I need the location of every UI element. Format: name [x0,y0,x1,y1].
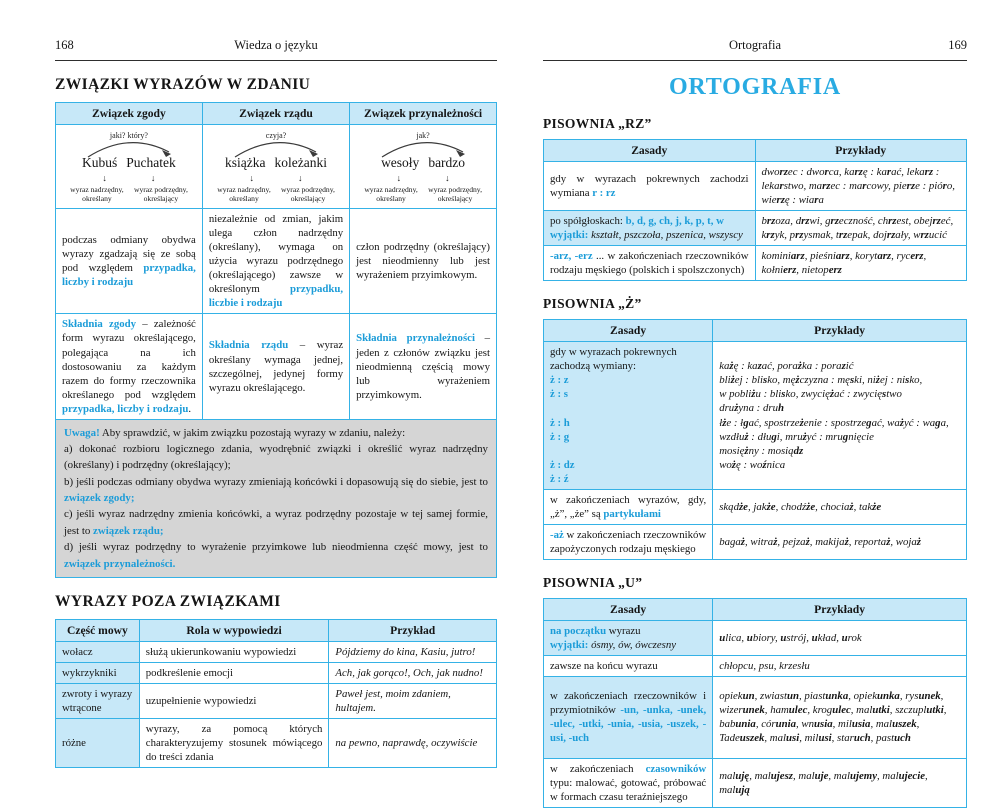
table-row [544,246,967,281]
heading-pisownia-z: PISOWNIA „Ż” [543,296,642,312]
table-row-skladnia [56,314,497,419]
word-subordinate: bardzo [428,155,466,171]
page-header-right [543,0,967,61]
table-header-row [56,619,497,641]
table-row [56,684,497,719]
running-title: Ortografia [728,38,782,52]
przyklady-cell: skądże, jakże, chodźże, chociaż, także [713,489,967,524]
czesc-mowy-cell: zwroty i wyrazy wtrącone [56,684,140,719]
diagram-cell-przynaleznosci [350,125,497,209]
zasady-cell: w zakończeniach czasowników typu: malować, gotować, próbować w formach czasu teraźniejszego [544,758,713,807]
przyklady-cell: każę : kazać, porażka : porazić bliżej : blisko, mężczyzna : męski, niżej : nisko, w pobliżu : blisko, zwyciężać : zwycięstwo drużyna : druh łże : łgać, spostrzeżenie : spostrzegać, ważyć : waga, wzdłuż : długi, mrużyć : mrugnięcie mosiężny : mosiądz wożę : woźnica [713,342,967,489]
zasady-cell: po spółgłoskach: b, d, g, ch, j, k, p, t, w wyjątki: kształt, pszczoła, pszenica, wszyscy [544,211,756,246]
table-row [544,489,967,524]
przyklady-cell: opiekun, zwiastun, piastunka, opiekunka, rysunek, wizerunek, hamulec, krogulec, malutki, szczuplutki, babunia, córunia, wnusia, milusia, maluszek, Tadeuszek, malusi, milusi, staruch, pastuch [713,676,967,758]
down-arrow-icon: ↓ [102,173,107,183]
przyklady-cell: dworzec : dworca, karzę : karać, lekarz : lekarstwo, marzec : marcowy, pierze : pióro, wierzę : wiara [755,162,967,211]
table-row-odmiana [56,209,497,314]
table-header-row [544,320,967,342]
table-row-uwaga [56,419,497,577]
przyklad-cell: Pójdziemy do kina, Kasiu, jutro! [329,641,497,662]
u-table [543,598,967,808]
column-header: Część mowy [56,619,140,641]
word-relation-diagram [58,131,200,203]
column-header: Zasady [544,598,713,620]
czesc-mowy-cell: wołacz [56,641,140,662]
zasady-cell: gdy w wyrazach pokrewnych zachodzi wymiana r : rz [544,162,756,211]
table-row [56,641,497,662]
word-relation-diagram [205,131,347,203]
przyklady-cell: chłopcu, psu, krzesłu [713,655,967,676]
word-pair [352,154,494,172]
page-right [543,0,967,808]
column-header: Przykład [329,619,497,641]
table-row [544,655,967,676]
table-row [56,662,497,683]
word-superordinate: wesoły [381,155,420,171]
czesc-mowy-cell: różne [56,719,140,768]
table-header-row [544,598,967,620]
zasady-cell: na początku wyrazu wyjątki: ósmy, ów, ówczesny [544,620,713,655]
table-row [544,162,967,211]
question-label: jaki? który? [109,131,148,141]
diagram-cell-zgody [56,125,203,209]
przyklady-cell: kominiarz, pieśniarz, korytarz, rycerz, kołnierz, nietoperz [755,246,967,281]
przyklad-cell: na pewno, naprawdę, oczywiście [329,719,497,768]
przyklad-cell: Paweł jest, moim zdaniem, hultajem. [329,684,497,719]
word-superordinate: książka [225,155,266,171]
down-arrow-icon: ↓ [445,173,450,183]
column-header: Zasady [544,140,756,162]
down-arrow-icon: ↓ [150,173,156,183]
diagram-label: wyraz podrzędny, określający [281,185,335,204]
table-row [56,719,497,768]
heading-pisownia-rz: PISOWNIA „RZ” [543,116,652,131]
rz-table [543,139,967,281]
rola-cell: służą ukierunkowaniu wypowiedzi [139,641,329,662]
table-row [544,758,967,807]
word-superordinate: Kubuś [82,155,118,171]
section-title-zwiazki: ZWIĄZKI WYRAZÓW W ZDANIU [55,76,311,93]
zasady-cell: -aż w zakończeniach rzeczowników zapożyczonych rodzaju męskiego [544,524,713,559]
table-row [544,524,967,559]
przyklad-cell: Ach, jak gorąco!, Och, jak nudno! [329,662,497,683]
przyklady-cell: maluję, malujesz, maluje, malujemy, malujecie, malują [713,758,967,807]
page-header-left [55,0,497,61]
przyklady-cell: bagaż, witraż, pejzaż, makijaż, reportaż, wojaż [713,524,967,559]
zasady-cell: gdy w wyrazach pokrewnych zachodzą wymiany: ż : z ż : s ż : h ż : g ż : dz ż : ź [544,342,713,489]
word-pair [205,154,347,172]
table-row [544,342,967,489]
zasady-cell: w zakończeniach rzeczowników i przymiotników -un, -unka, -unek, -ulec, -utki, -unia, -usia, -uszek, -usi, -uch [544,676,713,758]
running-title: Wiedza o języku [234,38,318,52]
down-arrow-icon: ↓ [249,173,254,183]
rule-cell: Składnia zgody – zależność form wyrazu określającego, polegająca na ich dostosowaniu za każdym razem do formy rzeczownika określanego pod względem przypadka, liczby i rodzaju. [56,314,203,419]
column-header: Przykłady [755,140,967,162]
diagram-label: wyraz nadrzędny, określany [70,185,124,204]
rule-cell: Składnia przynależności – jeden z członów związku jest nieodmienną częścią mowy lub wyrażeniem przyimkowym. [350,314,497,419]
rule-cell: niezależnie od zmian, jakim ulega człon nadrzędny (określany), wymaga on użycia wyrazu podrzędnego (określającego) zawsze w określonym przypadku, liczbie i rodzaju [202,209,349,314]
poza-zwiazkami-table [55,619,497,768]
section-title-poza: WYRAZY POZA ZWIĄZKAMI [55,592,281,610]
table-header-row [544,140,967,162]
page-number: 168 [55,38,74,52]
rola-cell: wyrazy, za pomocą których charakteryzujemy stosunek mówiącego do treści zdania [139,719,329,768]
uwaga-note: Uwaga! Aby sprawdzić, w jakim związku pozostają wyrazy w zdaniu, należy: a) dokonać rozbioru logicznego zdania, wyodrębnić związki i określić wyraz nadrzędny (określany) i podrzędny (określający); b) jeśli podczas odmiany obydwa wyrazy zmieniają końcówki i dopasowują się do siebie, jest to związek zgody; c) jeśli wyraz nadrzędny zmienia końcówki, a wyraz podrzędny pozostaje w tej samej formie, jest to związek rządu; d) jeśli wyraz podrzędny to wyrażenie przyimkowe lub nieodmienna część mowy, jest to związek przynależności. [56,419,497,577]
diagram-row [56,125,497,209]
word-subordinate: koleżanki [274,155,327,171]
zwiazki-table [55,102,497,578]
down-arrow-icon: ↓ [396,173,402,183]
column-header: Związek przynależności [350,103,497,125]
rule-cell: człon podrzędny (określający) jest nieodmienny lub jest wyrażeniem przyimkowym. [350,209,497,314]
word-subordinate: Puchatek [126,155,176,171]
column-header: Przykłady [713,320,967,342]
question-label: czyja? [265,131,287,141]
table-row [544,211,967,246]
word-pair [58,154,200,172]
question-label: jak? [416,131,430,141]
rola-cell: uzupełnienie wypowiedzi [139,684,329,719]
table-row [544,676,967,758]
diagram-label: wyraz podrzędny, określający [428,185,483,204]
rule-cell: Składnia rządu – wyraz określany wymaga jednej, szczególnej, jedynej formy wyrazu określającego. [202,314,349,419]
diagram-label: wyraz podrzędny, określający [133,185,188,204]
diagram-label: wyraz nadrzędny, określany [364,185,418,204]
chapter-title: ORTOGRAFIA [668,74,842,100]
rola-cell: podkreślenie emocji [139,662,329,683]
diagram-label: wyraz nadrzędny, określany [217,185,271,204]
down-arrow-icon: ↓ [297,173,303,183]
diagram-cell-rzadu [202,125,349,209]
column-header: Związek zgody [56,103,203,125]
word-relation-diagram [352,131,494,203]
zasady-cell: zawsze na końcu wyrazu [544,655,713,676]
heading-pisownia-u: PISOWNIA „U” [543,574,643,590]
page-left [55,0,497,768]
czesc-mowy-cell: wykrzykniki [56,662,140,683]
z-table [543,319,967,560]
column-header: Przykłady [713,598,967,620]
zasady-cell: w zakończeniach wyrazów, gdy, „ż”, „że” są partykułami [544,489,713,524]
column-header: Rola w wypowiedzi [139,619,329,641]
zasady-cell: -arz, -erz ... w zakończeniach rzeczowników rodzaju męskiego (polskich i spolszczonych) [544,246,756,281]
column-header: Zasady [544,320,713,342]
table-row [544,620,967,655]
page-number: 169 [948,38,967,52]
column-header: Związek rządu [202,103,349,125]
table-header-row [56,103,497,125]
przyklady-cell: ulica, ubiory, ustrój, układ, urok [713,620,967,655]
przyklady-cell: brzoza, drzwi, grzeczność, chrzest, obejrzeć, krzyk, przysmak, trzepak, dojrzały, wrzucić [755,211,967,246]
rule-cell: podczas odmiany obydwa wyrazy zgadzają się ze sobą pod względem przypadka, liczby i rodzaju [56,209,203,314]
